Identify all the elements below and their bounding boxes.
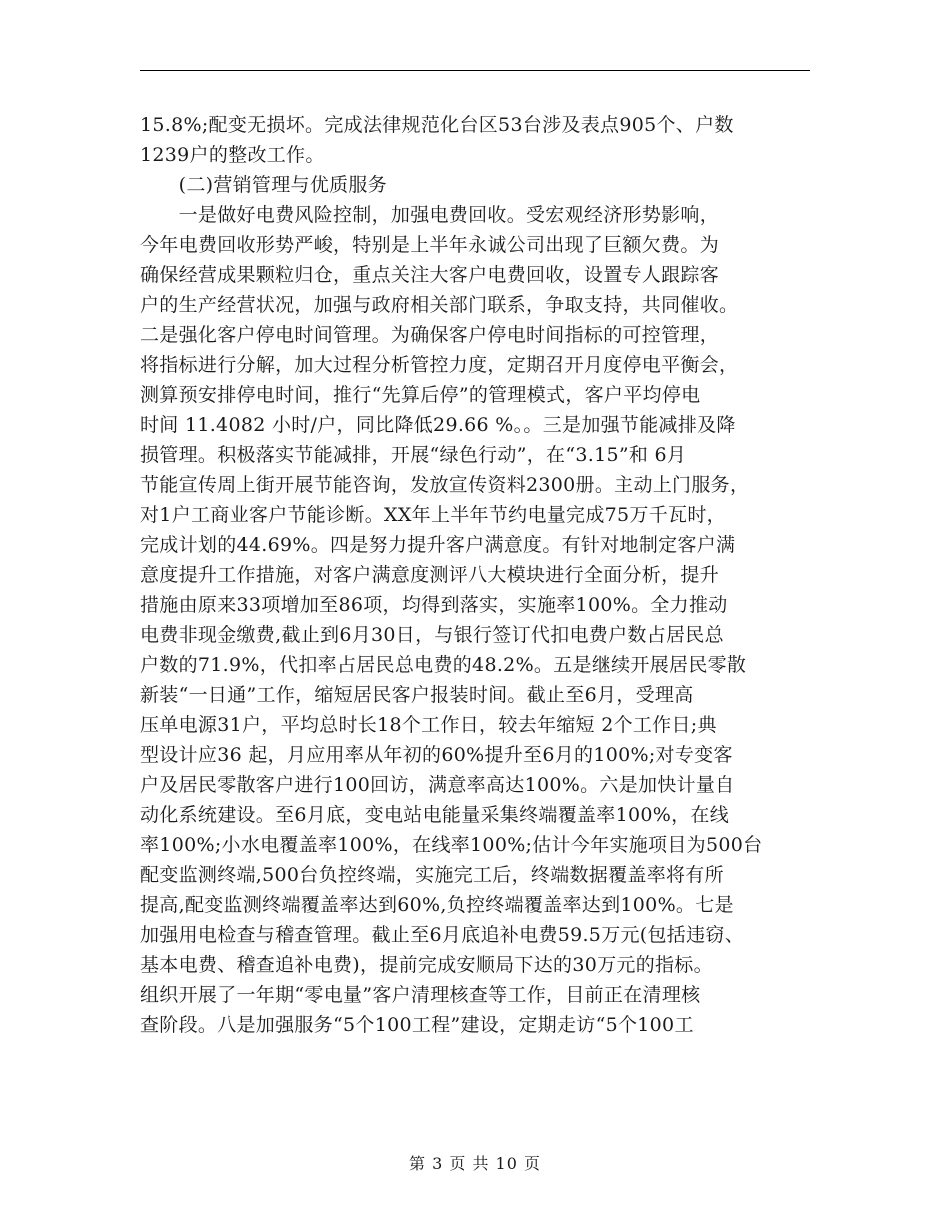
text-line: 时间 11.4082 小时/户，同比降低29.66 %。。三是加强节能减排及降 [140, 414, 736, 436]
text-line: 1239户的整改工作。 [140, 144, 325, 166]
text-line: 一是做好电费风险控制，加强电费回收。受宏观经济形势影响， [140, 204, 720, 226]
text-line: 15.8%;配变无损坏。完成法律规范化台区53台涉及表点905个、户数 [140, 114, 734, 136]
text-line: 确保经营成果颗粒归仓，重点关注大客户电费回收，设置专人跟踪客 [140, 264, 720, 286]
text-line: 二是强化客户停电时间管理。为确保客户停电时间指标的可控管理， [140, 324, 720, 346]
text-line: 电费非现金缴费,截止到6月30日，与银行签订代扣电费户数占居民总 [140, 624, 724, 646]
page-number-footer: 第 3 页 共 10 页 [409, 1154, 541, 1173]
text-line: 动化系统建设。至6月底，变电站电能量采集终端覆盖率100%，在线 [140, 804, 730, 826]
text-line: 提高,配变监测终端覆盖率达到60%,负控终端覆盖率达到100%。七是 [140, 894, 734, 916]
text-line: 户数的71.9%，代扣率占居民总电费的48.2%。五是继续开展居民零散 [140, 654, 747, 676]
text-line: 新装“一日通”工作，缩短居民客户报装时间。截止至6月，受理高 [140, 684, 694, 706]
text-line: 今年电费回收形势严峻，特别是上半年永诚公司出现了巨额欠费。为 [140, 234, 720, 256]
section-heading: (二)营销管理与优质服务 [140, 174, 388, 196]
document-body [140, 110, 820, 1040]
text-line: 加强用电检查与稽查管理。截止至6月底追补电费59.5万元(包括违窃、 [140, 924, 745, 946]
text-line: 损管理。积极落实节能减排，开展“绿色行动”，在“3.15”和 6月 [140, 444, 687, 466]
text-line: 型设计应36 起，月应用率从年初的60%提升至6月的100%;对专变客 [140, 744, 733, 766]
text-line: 查阶段。八是加强服务“5个100工程”建设，定期走访“5个100工 [140, 1014, 694, 1036]
text-line: 将指标进行分解，加大过程分析管控力度，定期召开月度停电平衡会， [140, 354, 739, 376]
text-line: 配变监测终端,500台负控终端，实施完工后，终端数据覆盖率将有所 [140, 864, 724, 886]
text-line: 基本电费、稽查追补电费)，提前完成安顺局下达的30万元的指标。 [140, 954, 713, 976]
header-rule [140, 70, 810, 71]
text-line: 压单电源31户，平均总时长18个工作日，较去年缩短 2个工作日;典 [140, 714, 717, 736]
text-line: 措施由原来33项增加至86项，均得到落实，实施率100%。全力推动 [140, 594, 728, 616]
text-line: 率100%;小水电覆盖率100%，在线率100%;估计今年实施项目为500台 [140, 834, 763, 856]
text-line: 户的生产经营状况，加强与政府相关部门联系，争取支持，共同催收。 [140, 294, 739, 316]
text-line: 测算预安排停电时间，推行“先算后停”的管理模式，客户平均停电 [140, 384, 701, 406]
text-line: 意度提升工作措施，对客户满意度测评八大模块进行全面分析，提升 [140, 564, 720, 586]
text-line: 组织开展了一年期“零电量”客户清理核查等工作，目前正在清理核 [140, 984, 701, 1006]
text-line: 完成计划的44.69%。四是努力提升客户满意度。有针对地制定客户满 [140, 534, 736, 556]
text-line: 户及居民零散客户进行100回访，满意率高达100%。六是加快计量自 [140, 774, 735, 796]
text-line: 节能宣传周上街开展节能咨询，发放宣传资料2300册。主动上门服务， [140, 474, 750, 496]
text-line: 对1户工商业客户节能诊断。XX年上半年节约电量完成75万千瓦时， [140, 504, 726, 526]
